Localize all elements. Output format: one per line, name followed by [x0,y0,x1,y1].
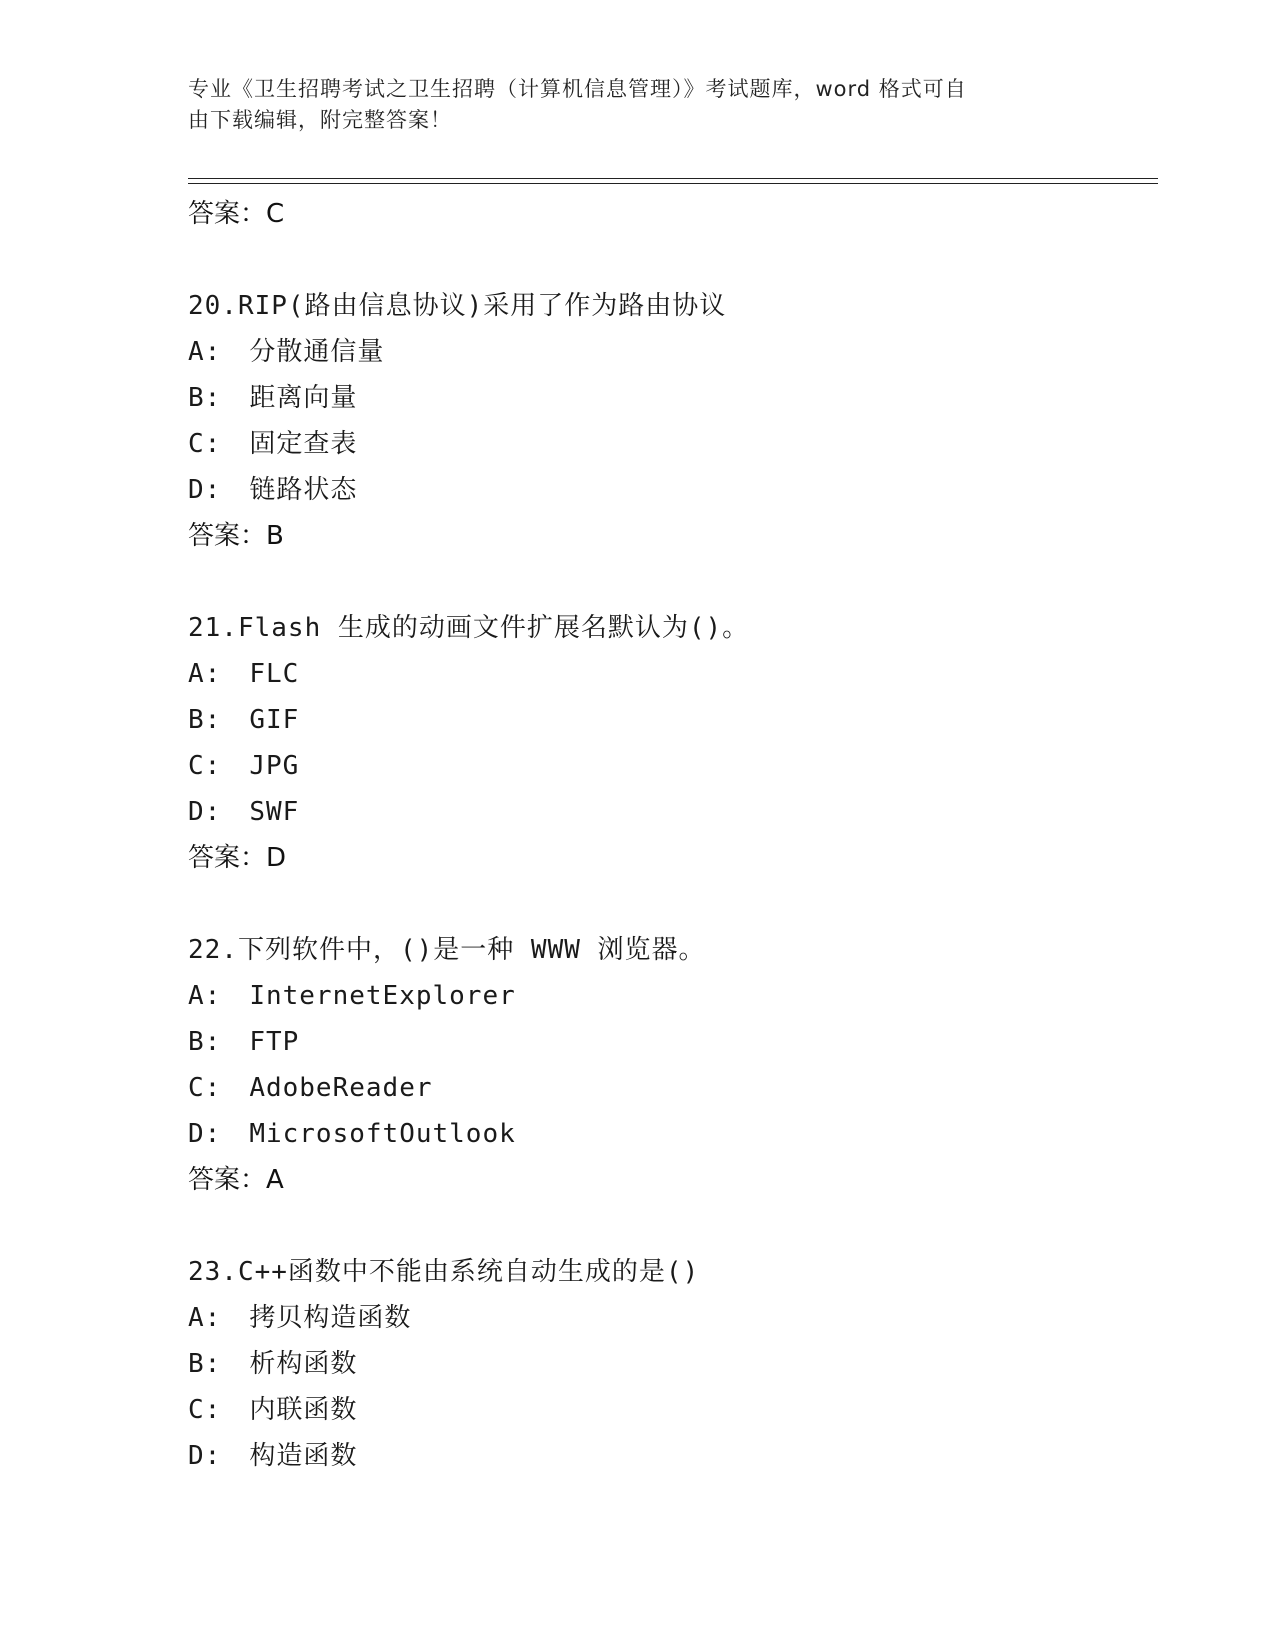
option-b [188,1341,1158,1387]
header-line-2: 由下载编辑，附完整答案！ [188,108,452,132]
option-text: 析构函数 [249,1349,358,1379]
option-key: D: [188,475,222,505]
option-key: A: [188,981,222,1011]
option-d [188,1433,1158,1479]
option-text: 拷贝构造函数 [249,1303,412,1333]
option-a [188,973,1158,1019]
option-d [188,789,1158,835]
option-b [188,1019,1158,1065]
option-key: C: [188,751,222,781]
option-text: JPG [249,751,300,781]
option-b [188,697,1158,743]
option-key: D: [188,797,222,827]
option-c [188,421,1158,467]
answer-line: 答案：B [188,521,284,551]
question-20 [188,283,1158,559]
question-22 [188,927,1158,1203]
option-text: InternetExplorer [249,981,516,1011]
question-list [188,191,1158,1479]
question-title: 20.RIP(路由信息协议)采用了作为路由协议 [188,291,727,321]
option-text: GIF [249,705,300,735]
question-title: 21.Flash 生成的动画文件扩展名默认为()。 [188,613,750,643]
option-text: 构造函数 [249,1441,358,1471]
option-text: MicrosoftOutlook [249,1119,516,1149]
option-key: A: [188,1303,222,1333]
option-text: 距离向量 [249,383,358,413]
question-23 [188,1249,1158,1479]
previous-answer: 答案：C [188,199,285,229]
header-line-1: 专业《卫生招聘考试之卫生招聘（计算机信息管理）》考试题库，word 格式可自 [188,77,967,101]
option-key: D: [188,1119,222,1149]
option-text: 链路状态 [249,475,358,505]
option-text: SWF [249,797,300,827]
option-d [188,467,1158,513]
header-divider [188,178,1158,184]
option-c [188,1065,1158,1111]
question-title: 22.下列软件中，()是一种 WWW 浏览器。 [188,935,706,965]
option-key: C: [188,429,222,459]
option-c [188,743,1158,789]
option-text: 内联函数 [249,1395,358,1425]
option-key: A: [188,659,222,689]
option-c [188,1387,1158,1433]
option-a [188,1295,1158,1341]
option-d [188,1111,1158,1157]
answer-line: 答案：A [188,1165,284,1195]
option-b [188,375,1158,421]
option-a [188,329,1158,375]
option-key: B: [188,1027,222,1057]
option-key: B: [188,705,222,735]
option-key: B: [188,1349,222,1379]
document-header [188,74,1078,136]
option-text: 固定查表 [249,429,358,459]
option-a [188,651,1158,697]
answer-line: 答案：D [188,843,287,873]
option-key: D: [188,1441,222,1471]
option-key: C: [188,1395,222,1425]
option-text: FLC [249,659,300,689]
option-text: AdobeReader [249,1073,433,1103]
question-title: 23.C++函数中不能由系统自动生成的是() [188,1257,700,1287]
option-key: A: [188,337,222,367]
option-key: B: [188,383,222,413]
option-text: 分散通信量 [249,337,385,367]
option-key: C: [188,1073,222,1103]
question-21 [188,605,1158,881]
option-text: FTP [249,1027,300,1057]
